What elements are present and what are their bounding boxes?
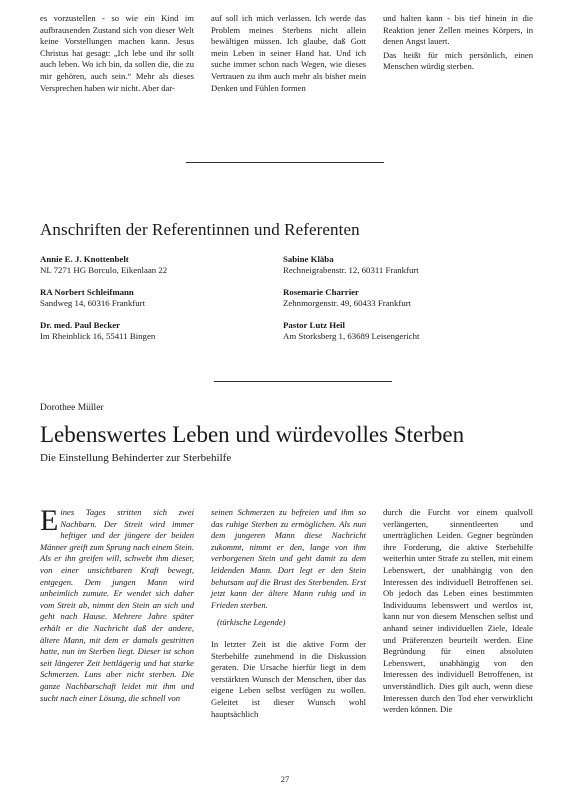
ref-name: Annie E. J. Knottenbelt	[40, 254, 129, 264]
ref-address: Sandweg 14, 60316 Frankfurt	[40, 298, 146, 308]
article-column-1	[40, 504, 194, 706]
article-column-2-text: In letzter Zeit ist die aktive Form der Sterbehilfe zunehmend in die Diskussion geraten. Die Ursache hierfür liegt in dem verstärkten Wunsch der Menschen, über das eigene Leben selbst verfügen zu wollen. Geleitet ist dieser Wunsch wohl hauptsächlich	[211, 638, 366, 719]
drop-cap: E	[40, 504, 59, 537]
article-column-2	[211, 507, 366, 722]
ref-address: Rechneigrabenstr. 12, 60311 Frankfurt	[283, 265, 419, 275]
ref-entry-4	[283, 287, 411, 309]
article-subtitle: Die Einstellung Behinderter zur Sterbehilfe	[40, 452, 232, 464]
top-column-2-text: auf soll ich mich verlassen. Ich werde das Problem meines Sterbens nicht allein bewältigen müssen. Ich glaube, daß Gott mein Leben in seiner Hand hat. Und ich suche immer schon nach Wegen, wie dieses Vertrauen zu ihm auch mehr als bisher mein Denken und Fühlen formen	[211, 13, 366, 93]
top-column-1	[40, 13, 194, 96]
ref-address: Am Storksberg 1, 63689 Leisengericht	[283, 331, 420, 341]
legend-text: seinen Schmerzen zu befreien und ihm so das ruhige Sterben zu ermöglichen. Als nun dem jungeren Mann diese Nachricht zukommt, nimmt er den, lange von ihm verborgenen Stein und geht damit zu dem leidenden Mann. Dort legt er den Stein behutsam auf die Brust des Sterbenden. Erst jetzt kann der ältere Mann ruhig und in Frieden sterben.	[211, 507, 366, 610]
ref-entry-1	[40, 254, 167, 276]
top-column-2	[211, 13, 366, 96]
ref-address: Zehnmorgenstr. 49, 60433 Frankfurt	[283, 298, 412, 308]
page-number: 27	[280, 774, 290, 784]
article-column-1-paragraph	[40, 504, 194, 704]
ref-name: Sabine Kläba	[283, 254, 334, 264]
ref-address: NL 7271 HG Borculo, Eikenlaan 22	[40, 265, 168, 275]
top-column-1-text: es vorzustellen - so wie ein Kind im aufbrausenden Zustand sich von dieser Welt keine Vorstellungen machen kann. Jesus Christus hat gesagt: „Ich lebe und ihr sollt auch leben. Wo ich bin, da sollen die, die zu mir gehören, auch sein.“ Mehr als dieses Versprechen haben wir nicht. Aber dar-	[40, 13, 194, 93]
article-column-3	[383, 507, 533, 718]
top-column-3-text-a: und halten kann - bis tief hinein in die Reaktion jener Zellen meines Körpers, in denen Angst lauert.	[383, 13, 533, 47]
article-column-1-text: ines Tages stritten sich zwei Nachbarn. Der Streit wird immer heftiger und der jüngere der beiden Männer greift zum Sprung nach einem Stein. Als er ihn greifen will, schwebt ihm dieser, von einer unsichtbaren Kraft bewegt, entgegen. Dem jungen Mann wird unheimlich zumute. Er wendet sich daher vom Streit ab, nimmt den Stein an sich und geht nach Hause. Mehrere Jahre später erhält er die Nachricht daß der andere, ältere Mann, mit dem er damals gestritten hatte, nun im Sterben liegt. Dieser ist schon seit längerer Zeit bettlägerig und hat starke Schmerzen. Luns aber nicht sterben. Die ganze Nachbarschaft leidet mit ihm und sucht nach einer Lösung, die schnell von	[40, 507, 194, 703]
divider-middle	[214, 381, 392, 382]
ref-entry-5	[40, 320, 155, 342]
legend-source: (türkische Legende)	[217, 617, 286, 628]
references-heading: Anschriften der Referentinnen und Referenten	[40, 220, 360, 239]
divider-top	[186, 162, 384, 163]
ref-name: Rosemarie Charrier	[283, 287, 359, 297]
article-column-3-text: durch die Furcht vor einem qualvoll verlängerten, sinnentleerten und unerträglichen Leiden. Gegner begründen ihre Forderung, die aktive Sterbehilfe weiterhin unter Strafe zu stellen, mit einem Lebenswert, der unabhängig von den Interessen des individuell Betroffenen sei. Ob jedoch das Leben eines bestimmten Individuums lebenswert und wertlos ist, kann nur von diesem Menschen selbst und anhand seiner individuellen Ziele, Ideale und Präferenzen beurteilt werden. Eine Begründung für einen absoluten Lebenswert, unabhängig von den Interessen des individuell Betroffenen, ist unverständlich. Dies gilt auch, wenn diese Interessen durch den Tod eher verwirklicht werden können. Die	[383, 507, 533, 715]
ref-entry-2	[283, 254, 419, 276]
ref-entry-3	[40, 287, 145, 309]
ref-name: Dr. med. Paul Becker	[40, 320, 121, 330]
article-author: Dorothee Müller	[40, 403, 104, 413]
article-title: Lebenswertes Leben und würdevolles Sterben	[40, 422, 465, 447]
ref-entry-6	[283, 320, 419, 342]
ref-name: Pastor Lutz Heil	[283, 320, 345, 330]
top-column-3-text-b: Das heißt für mich persönlich, einen Menschen würdig sterben.	[383, 49, 533, 72]
ref-address: Im Rheinblick 16, 55411 Bingen	[40, 331, 156, 341]
ref-name: RA Norbert Schleifmann	[40, 287, 134, 297]
top-column-3	[383, 13, 533, 75]
